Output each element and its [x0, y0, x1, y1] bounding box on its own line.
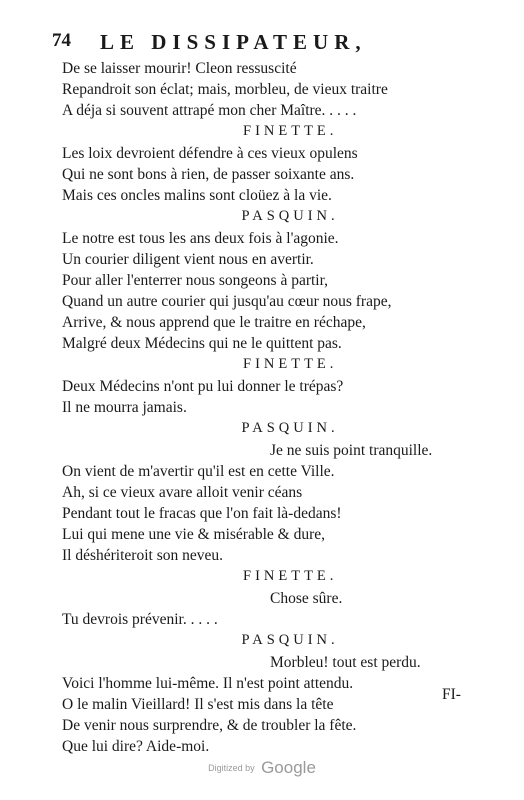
- verse-line: On vient de m'avertir qu'il est en cette Ville.: [62, 463, 335, 480]
- verse-line: Arrive, & nous apprend que le traitre en réchape,: [62, 314, 366, 331]
- digitized-by-google-watermark: [0, 758, 524, 778]
- page-number: 74: [52, 30, 71, 51]
- verse-line: Il ne mourra jamais.: [62, 399, 187, 416]
- verse-line: Qui ne sont bons à rien, de passer soixante ans.: [62, 166, 355, 183]
- verse-line: Morbleu! tout est perdu.: [270, 654, 421, 671]
- verse-line: Voici l'homme lui-même. Il n'est point attendu.: [62, 675, 354, 692]
- speaker-name: FINETTE.: [243, 123, 338, 139]
- verse-line: Il déshériteroit son neveu.: [62, 547, 223, 564]
- verse-line: Un courier diligent vient nous en avertir.: [62, 251, 314, 268]
- verse-line: Repandroit son éclat; mais, morbleu, de vieux traitre: [62, 81, 388, 98]
- verse-line: Les loix devroient défendre à ces vieux opulens: [62, 145, 358, 162]
- verse-line: Deux Médecins n'ont pu lui donner le trépas?: [62, 378, 344, 395]
- verse-line: Pendant tout le fracas que l'on fait là-dedans!: [62, 505, 342, 522]
- verse-line: Quand un autre courier qui jusqu'au cœur nous frape,: [62, 293, 392, 310]
- verse-line: O le malin Vieillard! Il s'est mis dans la tête: [62, 696, 334, 713]
- verse-line: A déja si souvent attrapé mon cher Maître. . . . .: [62, 102, 357, 119]
- speaker-name: FINETTE.: [243, 356, 338, 372]
- speaker-name: PASQUIN.: [241, 420, 339, 436]
- verse-line: Malgré deux Médecins qui ne le quittent pas.: [62, 335, 342, 352]
- running-title: LE DISSIPATEUR,: [100, 30, 367, 54]
- page-header: [52, 30, 472, 56]
- verse-line: De se laisser mourir! Cleon ressuscité: [62, 60, 297, 77]
- speaker-name: FINETTE.: [243, 568, 338, 584]
- catchword: FI-: [442, 686, 461, 703]
- verse-line: De venir nous surprendre, & de troubler la fête.: [62, 717, 357, 734]
- verse-line: Tu devrois prévenir. . . . .: [62, 611, 218, 628]
- verse-line: Le notre est tous les ans deux fois à l'agonie.: [62, 230, 339, 247]
- verse-line: Je ne suis point tranquille.: [270, 442, 433, 459]
- verse-line: Mais ces oncles malins sont cloüez à la vie.: [62, 187, 332, 204]
- verse-line: Lui qui mene une vie & misérable & dure,: [62, 526, 325, 543]
- speaker-name: PASQUIN.: [241, 208, 339, 224]
- watermark-prefix: Digitized by: [208, 763, 255, 773]
- verse-line: Ah, si ce vieux avare alloit venir céans: [62, 484, 303, 501]
- google-logo: Google: [261, 758, 316, 777]
- verse-line: Pour aller l'enterrer nous songeons à partir,: [62, 272, 329, 289]
- speaker-name: PASQUIN.: [241, 632, 339, 648]
- verse-line: Que lui dire? Aide-moi.: [62, 738, 210, 755]
- verse-line: Chose sûre.: [270, 590, 343, 607]
